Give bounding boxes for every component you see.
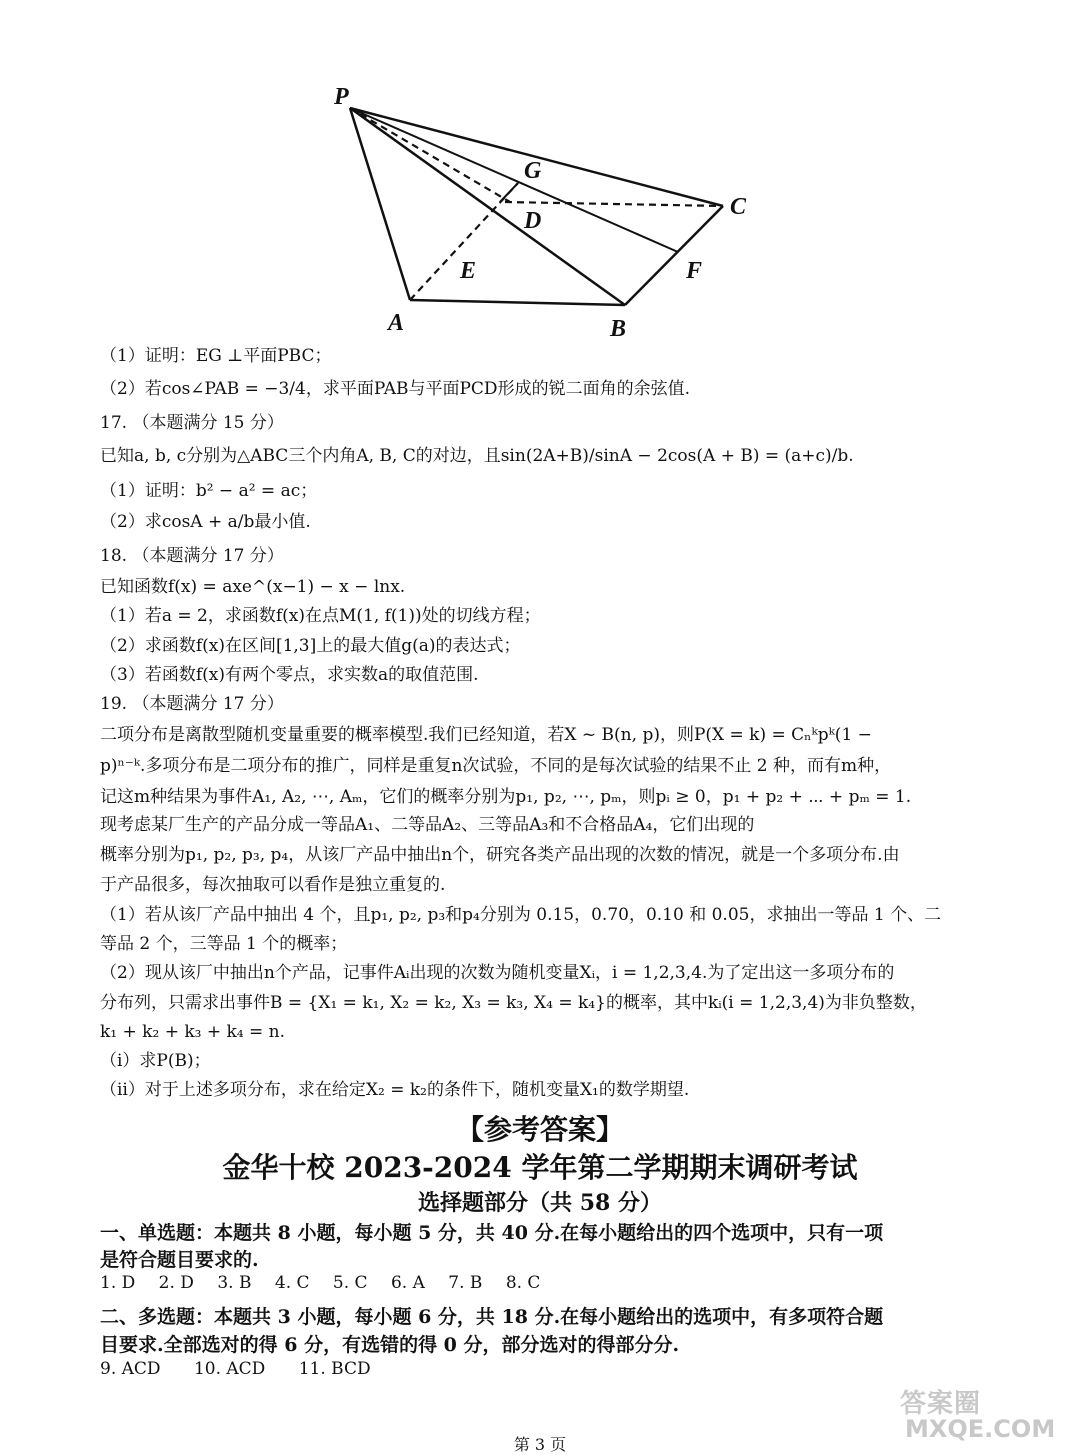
q19-line1: 二项分布是离散型随机变量重要的概率模型.我们已经知道，若X ~ B(n, p)，则P(X = k) = Cₙᵏpᵏ(1 − [100,725,872,745]
answer-item: 9. ACD [100,1359,161,1379]
watermark-url: MXQE.COM [905,1415,1056,1443]
single-choice-instructions-line1: 一、单选题：本题共 8 小题，每小题 5 分，共 40 分.在每小题给出的四个选项中，只有一项 [100,1222,884,1244]
q19-line12: （ⅰ）求P(B)； [100,1051,211,1071]
label-E: E [460,258,477,284]
reference-answer-title: 【参考答案】 [455,1113,624,1146]
label-A: A [388,310,405,336]
multi-choice-answers [100,1359,389,1379]
answer-item: 3. B [217,1273,252,1293]
label-F: F [686,258,703,284]
q17-stem: 已知a, b, c分别为△ABC三个内角A, B, C的对边，且sin(2A+B)/sinA − 2cos(A + B) = (a+c)/b. [100,446,854,466]
label-D: D [524,208,542,234]
q18-part2: （2）求函数f(x)在区间[1,3]上的最大值g(a)的表达式； [100,636,521,656]
edge-PA [350,108,410,300]
answer-item: 11. BCD [298,1359,371,1379]
pyramid-diagram [320,78,760,348]
edge-AB [410,300,625,305]
q19-line11: k₁ + k₂ + k₃ + k₄ = n. [100,1022,286,1042]
q17-header: 17. （本题满分 15 分） [100,413,284,433]
label-P: P [334,84,349,110]
answer-item: 5. C [332,1273,368,1293]
q16-part2: （2）若cos∠PAB = −3/4，求平面PAB与平面PCD形成的锐二面角的余弦值. [100,379,690,399]
label-G: G [524,158,542,184]
multi-choice-instructions-line1: 二、多选题：本题共 3 小题，每小题 6 分，共 18 分.在每小题给出的选项中，有多项符合题 [100,1306,884,1328]
q18-part3: （3）若函数f(x)有两个零点，求实数a的取值范围. [100,665,479,685]
q19-line4: 现考虑某厂生产的产品分成一等品A₁、二等品A₂、三等品A₃和不合格品A₄，它们出现的 [100,815,755,835]
watermark-logo: 答案圈 [900,1389,982,1419]
page-number: 第 3 页 [513,1435,567,1454]
q16-part1: （1）证明：EG ⊥平面PBC； [100,346,332,366]
q19-line6: 于产品很多，每次抽取可以看作是独立重复的. [100,875,446,895]
section-title: 选择题部分（共 58 分） [418,1190,662,1216]
single-choice-answers [100,1273,558,1293]
q19-line10: 分布列，只需求出事件B = {X₁ = k₁, X₂ = k₂, X₃ = k₃, X₄ = k₄}的概率，其中kᵢ(i = 1,2,3,4)为非负整数， [100,993,927,1013]
single-choice-instructions-line2: 是符合题目要求的. [100,1249,259,1271]
q19-line13: （ⅱ）对于上述多项分布，求在给定X₂ = k₂的条件下，随机变量X₁的数学期望. [100,1080,690,1100]
exam-title: 金华十校 2023-2024 学年第二学期期末调研考试 [222,1151,858,1184]
edge-PC [350,108,723,206]
edge-PB [350,108,625,305]
answer-item: 6. A [390,1273,425,1293]
q19-line5: 概率分别为p₁, p₂, p₃, p₄，从该厂产品中抽出n个，研究各类产品出现的次数的情况，就是一个多项分布.由 [100,845,900,865]
q19-line2: p)ⁿ⁻ᵏ.多项分布是二项分布的推广，同样是重复n次试验，不同的是每次试验的结果不止 2 种，而有m种， [100,756,892,776]
q19-line9: （2）现从该厂中抽出n个产品，记事件Aᵢ出现的次数为随机变量Xᵢ，i = 1,2,3,4.为了定出这一多项分布的 [100,963,895,983]
q18-header: 18. （本题满分 17 分） [100,546,284,566]
label-C: C [730,194,747,220]
q19-line8: 等品 2 个，三等品 1 个的概率； [100,934,348,954]
q18-part1: （1）若a = 2，求函数f(x)在点M(1, f(1))处的切线方程； [100,606,541,626]
multi-choice-instructions-line2: 目要求.全部选对的得 6 分，有选错的得 0 分，部分选对的得部分分. [100,1334,680,1356]
answer-item: 2. D [158,1273,194,1293]
segment-DC-dashed [505,202,723,206]
q18-stem: 已知函数f(x) = axe^(x−1) − x − lnx. [100,577,406,597]
answer-item: 7. B [448,1273,483,1293]
answer-item: 4. C [274,1273,310,1293]
pyramid-figure [320,78,760,348]
q19-header: 19. （本题满分 17 分） [100,694,284,714]
edge-BC [625,206,723,305]
q19-line7: （1）若从该厂产品中抽出 4 个，且p₁, p₂, p₃和p₄分别为 0.15，0.70，0.10 和 0.05，求抽出一等品 1 个、二 [100,905,942,925]
label-B: B [610,316,627,342]
answer-item: 10. ACD [193,1359,266,1379]
q19-line3: 记这m种结果为事件A₁, A₂, ⋯, Aₘ，它们的概率分别为p₁, p₂, ⋯, pₘ，则pᵢ ≥ 0，p₁ + p₂ + ⋯ + pₘ = 1. [100,787,912,807]
answer-item: 1. D [100,1273,136,1293]
q17-part2: （2）求cosA + a/b最小值. [100,512,311,532]
q17-part1: （1）证明：b² − a² = ac； [100,481,318,501]
answer-item: 8. C [505,1273,541,1293]
